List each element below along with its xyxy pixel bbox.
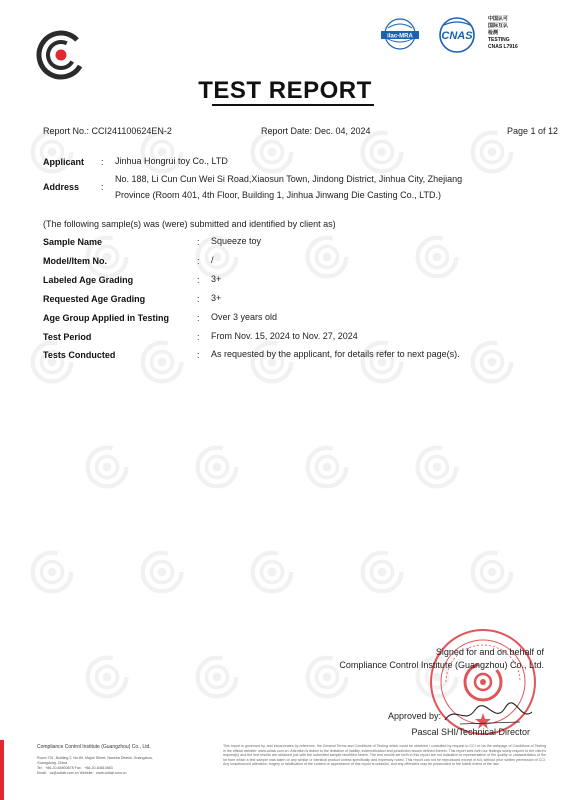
field-label: Labeled Age Grading: [43, 275, 134, 285]
cnas-label: CNAS: [441, 30, 473, 42]
footer-contact: [37, 744, 223, 776]
footer-address: Guangdong, China: [37, 761, 68, 765]
signed-for-text: Signed for and on behalf of: [435, 647, 544, 657]
field-label: Requested Age Grading: [43, 294, 146, 304]
report-header: [43, 126, 558, 140]
field-label: Sample Name: [43, 237, 103, 247]
footer-phone: Tel：+86-20-84800878 Fax：+86-20-84810863: [37, 766, 113, 770]
address-label: Address: [43, 182, 80, 192]
watermark-logo: [305, 235, 349, 279]
colon: :: [197, 294, 200, 304]
colon: :: [197, 275, 200, 285]
signing-institute: Compliance Control Institute (Guangzhou) Co., Ltd.: [339, 660, 544, 670]
footer-email: Email：cs@ccilab.com.cn Website：www.ccilab.com.cn: [37, 771, 127, 775]
field-value: 3+: [211, 274, 222, 284]
watermark-logo: [250, 550, 294, 594]
handwritten-signature: [440, 700, 540, 730]
brand-accent-bar: [0, 740, 4, 800]
watermark-logo: [195, 445, 239, 489]
watermark-logo: [470, 340, 514, 384]
field-value: Squeeze toy: [211, 236, 262, 246]
watermark-logo: [140, 340, 184, 384]
cci-logo: [36, 30, 86, 80]
ilac-mra-icon: [378, 16, 422, 56]
watermark-logo: [415, 445, 459, 489]
field-value: As requested by the applicant, for details refer to next page(s).: [211, 349, 460, 359]
watermark-logo: [415, 235, 459, 279]
watermark-logo: [305, 445, 349, 489]
title-underline: [212, 104, 374, 106]
footer-terms: This report is governed by, and incorporates by reference, the General Terms and Conditions of Testing which could be obtained / consulted by request to CCI or via the webpage of Conditions of Testing in the official website: www.ccilab.com.cn. Attention is drawn to the limitation of liability, indemnification and jurisdiction issues defined therein. This report sets forth our findings solely respect to the client's request(s) and the test results are obtained just with the submitted sample identified herein. The test results set forth in this report are not indicative or representative of the quality or characteristics of the lot from which a test sample was taken or any similar or identical product unless specifically and expressly noted. This report can not be reproduced except in full, without prior written permission of CCI. Any unauthorized alteration, forgery or falsification of the content or appearance of this report is unlawful, and any offenders may be prosecuted to the fullest extent of the law.: [223, 744, 546, 767]
field-label: Tests Conducted: [43, 350, 116, 360]
cnas-icon: [428, 16, 486, 56]
field-value: From Nov. 15, 2024 to Nov. 27, 2024: [211, 331, 358, 341]
approver-name: Pascal SHI/Technical Director: [411, 727, 530, 737]
colon: :: [197, 313, 200, 323]
field-value: Over 3 years old: [211, 312, 278, 322]
report-date: Report Date: Dec. 04, 2024: [261, 126, 371, 136]
address-line: Province (Room 401, 4th Floor, Building 1, Jinhua Jinwang Die Casting Co., LTD.): [115, 190, 441, 200]
ilac-label: ilac-MRA: [387, 33, 413, 40]
applicant-label: Applicant: [43, 157, 85, 167]
colon: :: [101, 182, 104, 192]
field-label: Test Period: [43, 332, 92, 342]
watermark-logo: [140, 550, 184, 594]
accreditation-cn-line: 检测: [488, 30, 499, 36]
accreditation-cn-line: 国际互认: [488, 23, 509, 29]
field-label: Age Group Applied in Testing: [43, 313, 169, 323]
colon: :: [197, 350, 200, 360]
watermark-logo: [30, 340, 74, 384]
sample-intro: (The following sample(s) was (were) submitted and identified by client as): [43, 219, 336, 229]
applicant-value: Jinhua Hongrui toy Co., LTD: [115, 156, 228, 166]
approved-by-label: Approved by:: [388, 711, 442, 721]
footer-address: Room 701, Building 2, No.89, Majun Street, Nansha District, Guangzhou,: [37, 756, 154, 760]
page-title: TEST REPORT: [198, 77, 372, 104]
report-number: Report No.: CCI241100624EN-2: [43, 126, 172, 136]
field-value: 3+: [211, 293, 222, 303]
colon: :: [101, 157, 104, 167]
accreditation-testing-label: TESTING: [488, 37, 510, 43]
page-indicator: Page 1 of 12: [506, 126, 558, 136]
field-label: Model/Item No.: [43, 256, 108, 266]
watermark-logo: [85, 445, 129, 489]
watermark-logo: [30, 550, 74, 594]
address-line: No. 188, Li Cun Cun Wei Si Road,Xiaosun Town, Jindong District, Jinhua City, Zhejiang: [115, 174, 463, 184]
accreditation-text: [488, 16, 518, 51]
colon: :: [197, 256, 200, 266]
accreditation-cn-line: 中国认可: [488, 16, 509, 22]
colon: :: [197, 237, 200, 247]
accreditation-number: CNAS L7916: [488, 44, 518, 50]
watermark-logo: [470, 550, 514, 594]
watermark-logo: [195, 655, 239, 699]
watermark-logo: [360, 550, 404, 594]
colon: :: [197, 332, 200, 342]
field-value: /: [211, 255, 214, 265]
watermark-logo: [85, 655, 129, 699]
footer-company: Compliance Control Institute (Guangzhou) Co., Ltd.: [37, 744, 151, 750]
